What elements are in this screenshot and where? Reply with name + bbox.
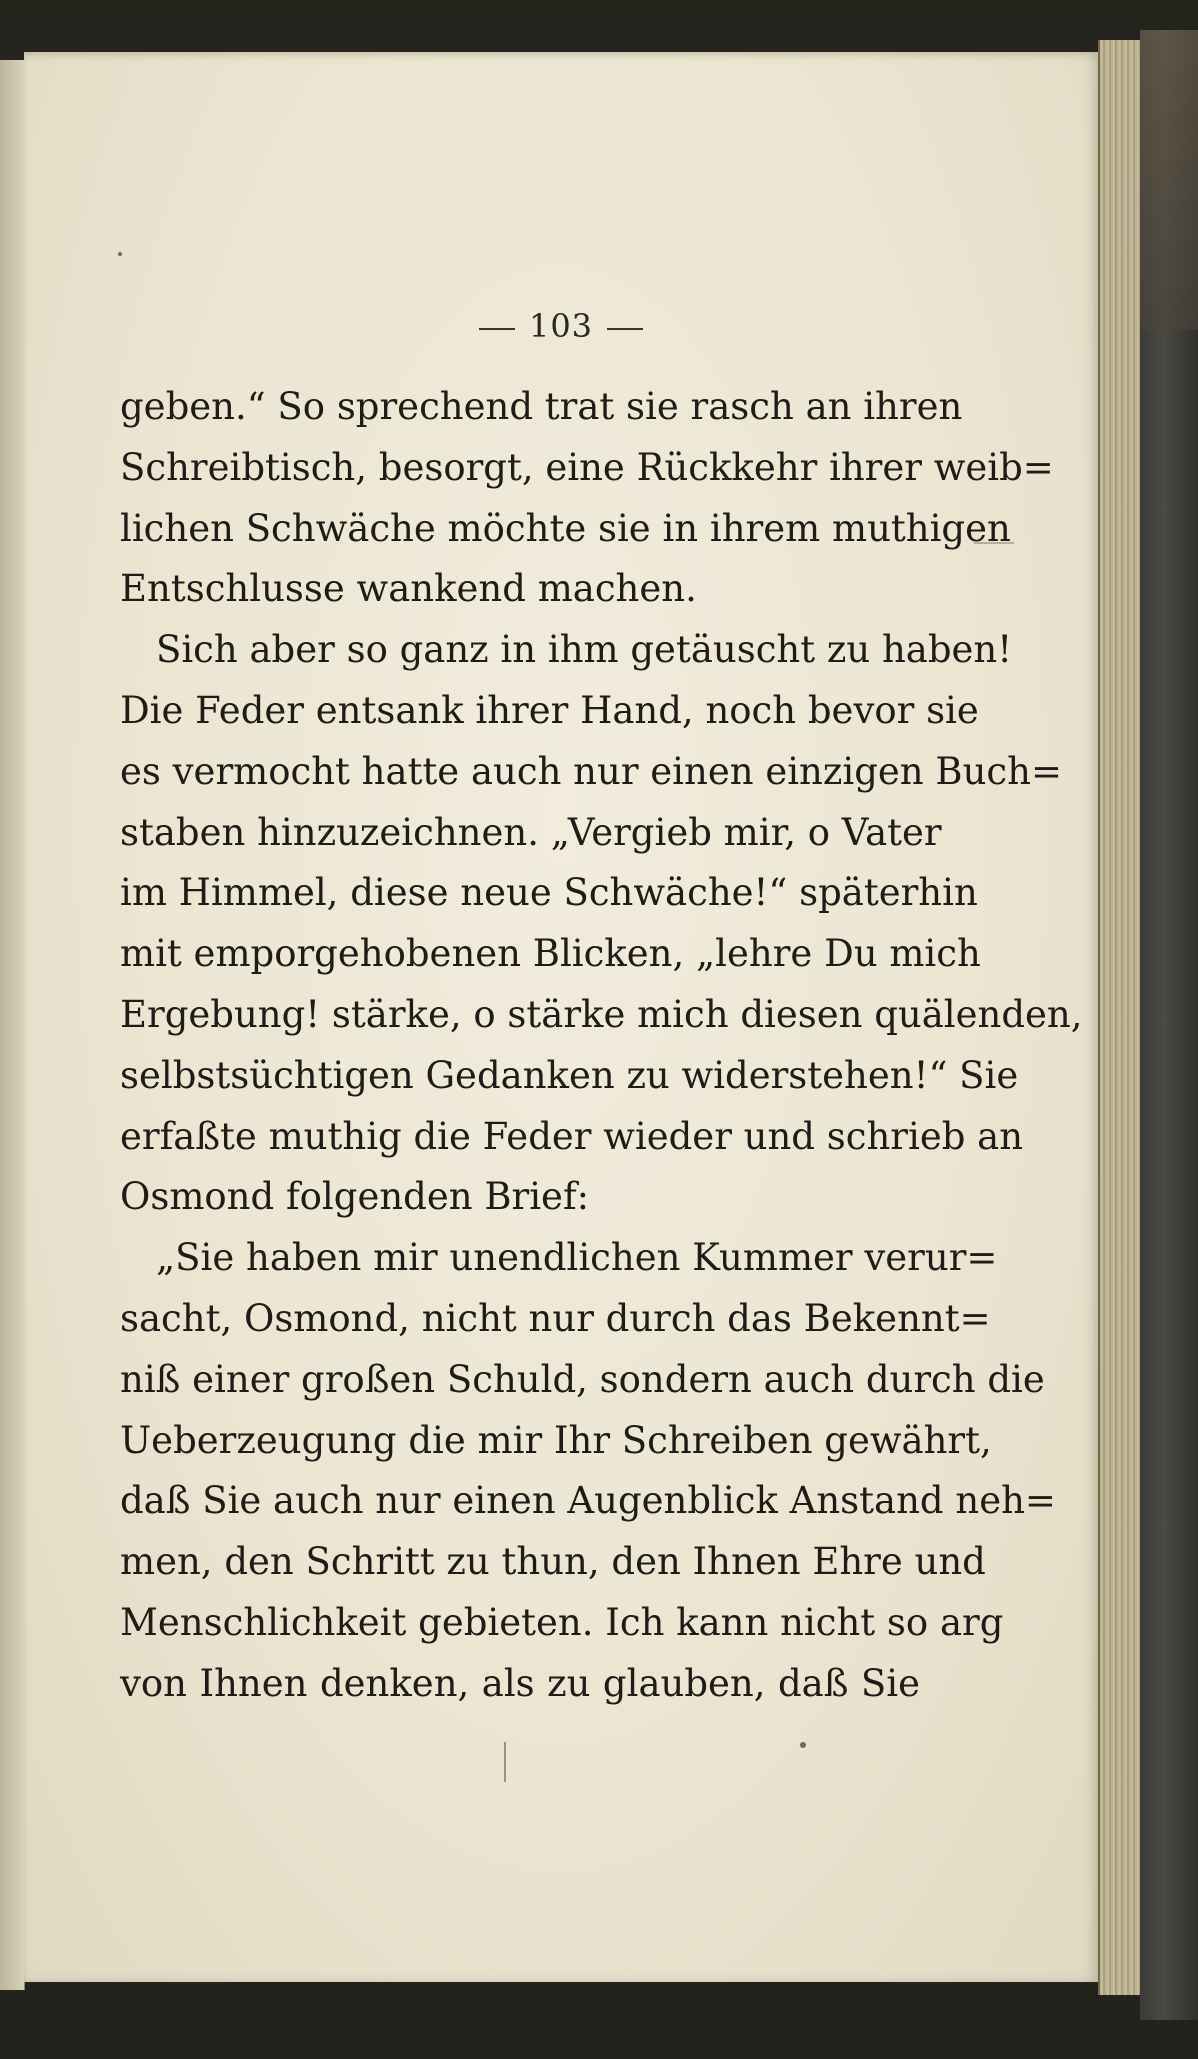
page-header — [24, 307, 1098, 345]
text-line: von Ihnen denken, als zu glauben, daß Sie — [120, 1661, 920, 1705]
text-line: niß einer großen Schuld, sondern auch durch die — [120, 1357, 1045, 1401]
text-line: geben.“ So sprechend trat sie rasch an ihren — [120, 385, 963, 428]
ink-speck — [800, 1742, 806, 1748]
text-line: Ueberzeugung die mir Ihr Schreiben gewährt, — [120, 1418, 992, 1462]
facing-page-edge — [0, 60, 25, 1990]
paper-mark — [974, 542, 1014, 544]
text-line: Sich aber so ganz in ihm getäuscht zu haben! — [156, 628, 1013, 672]
page-block-edge — [1098, 40, 1142, 1995]
text-line: men, den Schritt zu thun, den Ihnen Ehre und — [120, 1540, 986, 1584]
text-line: selbstsüchtigen Gedanken zu widerstehen!“ Sie — [120, 1053, 1019, 1097]
text-line: „Sie haben mir unendlichen Kummer verur= — [156, 1236, 998, 1280]
text-line: mit emporgehobenen Blicken, „lehre Du mich — [120, 932, 981, 976]
header-dash-right — [607, 328, 643, 330]
text-line: staben hinzuzeichnen. „Vergieb mir, o Vater — [120, 810, 942, 854]
text-line: Schreibtisch, besorgt, eine Rückkehr ihrer weib= — [120, 445, 1054, 489]
book-page — [24, 52, 1098, 1982]
text-line: Osmond folgenden Brief: — [120, 1175, 590, 1219]
ink-speck — [118, 252, 122, 256]
text-line: sacht, Osmond, nicht nur durch das Bekennt= — [120, 1296, 991, 1340]
text-line: lichen Schwäche möchte sie in ihrem muthigen — [120, 506, 1011, 550]
text-line: erfaßte muthig die Feder wieder und schrieb an — [120, 1114, 1024, 1158]
book-cover-wear — [1140, 30, 1198, 330]
text-line: Die Feder entsank ihrer Hand, noch bevor sie — [120, 688, 979, 732]
text-line: daß Sie auch nur einen Augenblick Anstand neh= — [120, 1479, 1056, 1523]
paper-mark — [504, 1742, 506, 1782]
page-number: 103 — [528, 307, 594, 345]
text-line: es vermocht hatte auch nur einen einzigen Buch= — [120, 749, 1062, 793]
text-line: Menschlichkeit gebieten. Ich kann nicht so arg — [120, 1600, 1004, 1644]
header-dash-left — [479, 328, 515, 330]
text-line: Entschlusse wankend machen. — [120, 567, 697, 611]
text-line: Ergebung! stärke, o stärke mich diesen quälenden, — [120, 992, 1083, 1036]
text-line: im Himmel, diese neue Schwäche!“ späterhin — [120, 871, 978, 915]
body-text — [120, 377, 1083, 1715]
